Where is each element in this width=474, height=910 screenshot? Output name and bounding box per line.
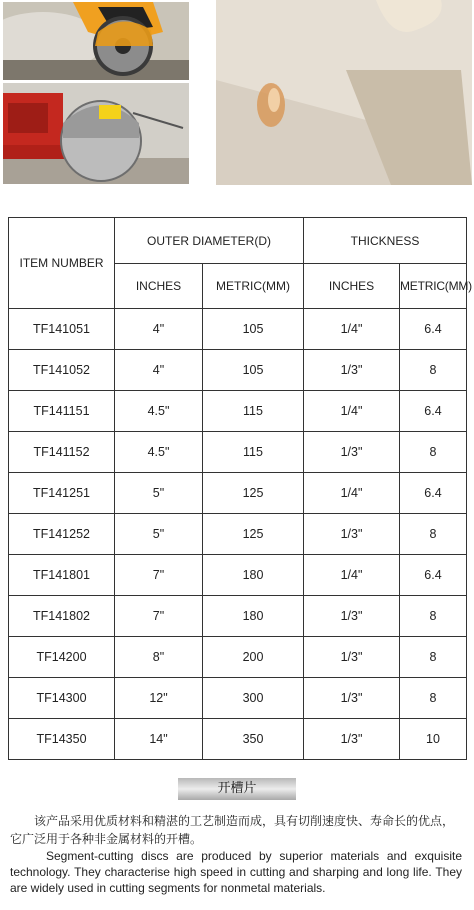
thickness-inches-cell: 1/4" [304, 555, 400, 596]
item-number-cell: TF14300 [9, 678, 115, 719]
specification-table [8, 217, 472, 760]
thickness-inches-cell: 1/3" [304, 637, 400, 678]
od-metric-cell: 350 [203, 719, 304, 760]
od-inches-cell: 5" [115, 473, 203, 514]
description-chinese: 该产品采用优质材料和精湛的工艺制造而成，具有切削速度快、寿命长的优点，它广泛用于各种非金属材料的开槽。 [10, 814, 455, 846]
thickness-inches-cell: 1/3" [304, 350, 400, 391]
item-number-cell: TF141151 [9, 391, 115, 432]
header-thickness-inches: INCHES [304, 264, 400, 309]
section-title: 开槽片 [178, 778, 296, 800]
od-inches-cell: 14" [115, 719, 203, 760]
thickness-inches-cell: 1/4" [304, 391, 400, 432]
thickness-metric-cell: 8 [400, 596, 467, 637]
thickness-metric-cell: 6.4 [400, 555, 467, 596]
item-number-cell: TF141802 [9, 596, 115, 637]
thickness-metric-cell: 10 [400, 719, 467, 760]
header-item-number: ITEM NUMBER [9, 218, 115, 309]
table-row [9, 350, 467, 391]
table-row [9, 719, 467, 760]
thickness-metric-cell: 8 [400, 637, 467, 678]
od-inches-cell: 7" [115, 555, 203, 596]
od-metric-cell: 125 [203, 473, 304, 514]
thickness-metric-cell: 8 [400, 678, 467, 719]
item-number-cell: TF14200 [9, 637, 115, 678]
item-number-cell: TF141052 [9, 350, 115, 391]
od-metric-cell: 300 [203, 678, 304, 719]
thickness-metric-cell: 6.4 [400, 473, 467, 514]
od-metric-cell: 180 [203, 596, 304, 637]
description-english: Segment-cutting discs are produced by superior materials and exquisite technology. They characterise high speed in cutting and sharping and long life. They are widely used in cutting segments for nonmetal materials. [10, 849, 462, 895]
od-inches-cell: 12" [115, 678, 203, 719]
thickness-metric-cell: 8 [400, 350, 467, 391]
item-number-cell: TF141251 [9, 473, 115, 514]
od-metric-cell: 115 [203, 391, 304, 432]
od-inches-cell: 7" [115, 596, 203, 637]
item-number-cell: TF141152 [9, 432, 115, 473]
od-metric-cell: 125 [203, 514, 304, 555]
od-inches-cell: 4.5" [115, 432, 203, 473]
header-outer-diameter: OUTER DIAMETER(D) [115, 218, 304, 264]
table-row [9, 391, 467, 432]
table-row [9, 309, 467, 350]
thickness-metric-cell: 6.4 [400, 391, 467, 432]
thickness-inches-cell: 1/3" [304, 596, 400, 637]
thickness-inches-cell: 1/3" [304, 432, 400, 473]
thickness-inches-cell: 1/3" [304, 719, 400, 760]
item-number-cell: TF141801 [9, 555, 115, 596]
od-inches-cell: 4.5" [115, 391, 203, 432]
table-row [9, 678, 467, 719]
item-number-cell: TF14350 [9, 719, 115, 760]
table-row [9, 514, 467, 555]
thickness-inches-cell: 1/4" [304, 309, 400, 350]
thickness-metric-cell: 8 [400, 432, 467, 473]
header-thickness: THICKNESS [304, 218, 467, 264]
od-metric-cell: 105 [203, 309, 304, 350]
table-row [9, 555, 467, 596]
od-inches-cell: 5" [115, 514, 203, 555]
od-inches-cell: 8" [115, 637, 203, 678]
od-metric-cell: 105 [203, 350, 304, 391]
header-thickness-metric: METRIC(MM) [400, 264, 467, 309]
thickness-inches-cell: 1/3" [304, 514, 400, 555]
od-metric-cell: 180 [203, 555, 304, 596]
od-inches-cell: 4" [115, 350, 203, 391]
table-row [9, 473, 467, 514]
item-number-cell: TF141252 [9, 514, 115, 555]
header-od-inches: INCHES [115, 264, 203, 309]
cutoff-machine-photo [3, 83, 189, 184]
table-row [9, 596, 467, 637]
thickness-inches-cell: 1/3" [304, 678, 400, 719]
table-row [9, 637, 467, 678]
stone-shell-photo [216, 0, 472, 185]
table-row [9, 432, 467, 473]
cutting-saw-photo [3, 2, 189, 80]
item-number-cell: TF141051 [9, 309, 115, 350]
od-metric-cell: 115 [203, 432, 304, 473]
thickness-metric-cell: 6.4 [400, 309, 467, 350]
thickness-inches-cell: 1/4" [304, 473, 400, 514]
od-inches-cell: 4" [115, 309, 203, 350]
header-od-metric: METRIC(MM) [203, 264, 304, 309]
thickness-metric-cell: 8 [400, 514, 467, 555]
od-metric-cell: 200 [203, 637, 304, 678]
